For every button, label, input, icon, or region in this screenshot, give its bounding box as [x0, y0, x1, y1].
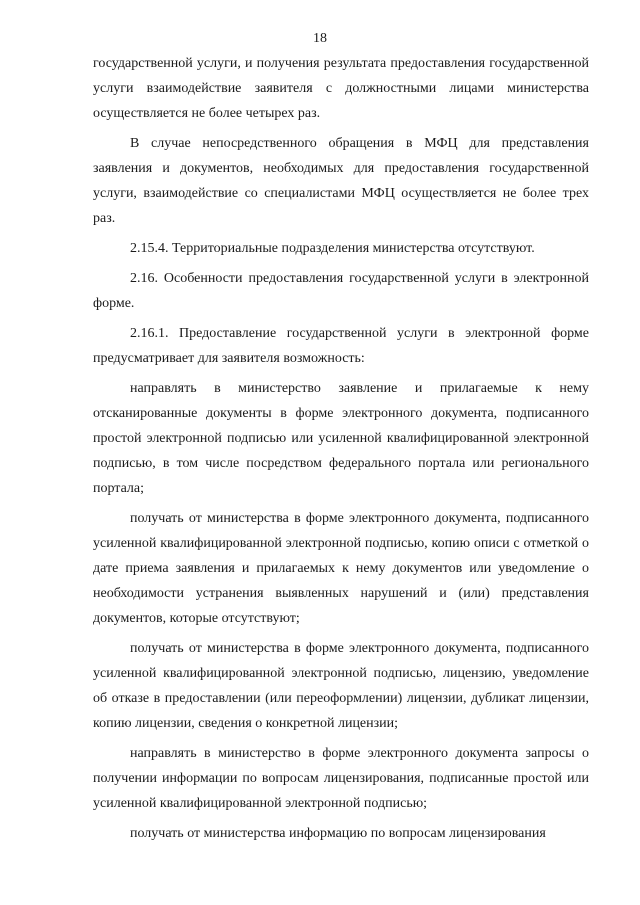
paragraph-9: направлять в министерство в форме электронного документа запросы о получении информации по вопросам лицензирования, подписанные простой или усиленной квалифицированной электронной подписью;	[93, 746, 589, 811]
paragraph-6: направлять в министерство заявление и прилагаемые к нему отсканированные документы в форме электронного документа, подписанного простой электронной подписью или усиленной квалифицированной электронной подписью, в том числе посредством федерального портала или регионального портала;	[93, 381, 589, 496]
paragraph-2: В случае непосредственного обращения в МФЦ для представления заявления и документов, необходимых для предоставления государственной услуги, взаимодействие со специалистами МФЦ осуществляется не более трех раз.	[93, 136, 589, 226]
paragraph-7: получать от министерства в форме электронного документа, подписанного усиленной квалифицированной электронной подписью, копию описи с отметкой о дате приема заявления и прилагаемых к нему документов или уведомление о необходимости устранения выявленных нарушений и (или) представления документов, которые отсутствуют;	[93, 511, 589, 626]
paragraph-10: получать от министерства информацию по вопросам лицензирования	[130, 826, 546, 841]
paragraph-3: 2.15.4. Территориальные подразделения министерства отсутствуют.	[130, 241, 535, 256]
paragraph-8: получать от министерства в форме электронного документа, подписанного усиленной квалифицированной электронной подписью, лицензию, уведомление об отказе в предоставлении (или переоформлении) лицензии, дубликат лицензии, копию лицензии, сведения о конкретной лицензии;	[93, 641, 589, 731]
paragraph-4: 2.16. Особенности предоставления государственной услуги в электронной форме.	[93, 271, 589, 311]
paragraph-1: государственной услуги, и получения результата предоставления государственной услуги взаимодействие заявителя с должностными лицами министерства осуществляется не более четырех раз.	[93, 56, 589, 121]
page-number: 18	[313, 31, 327, 46]
paragraph-5: 2.16.1. Предоставление государственной услуги в электронной форме предусматривает для заявителя возможность:	[93, 326, 589, 366]
document-body	[93, 51, 589, 851]
